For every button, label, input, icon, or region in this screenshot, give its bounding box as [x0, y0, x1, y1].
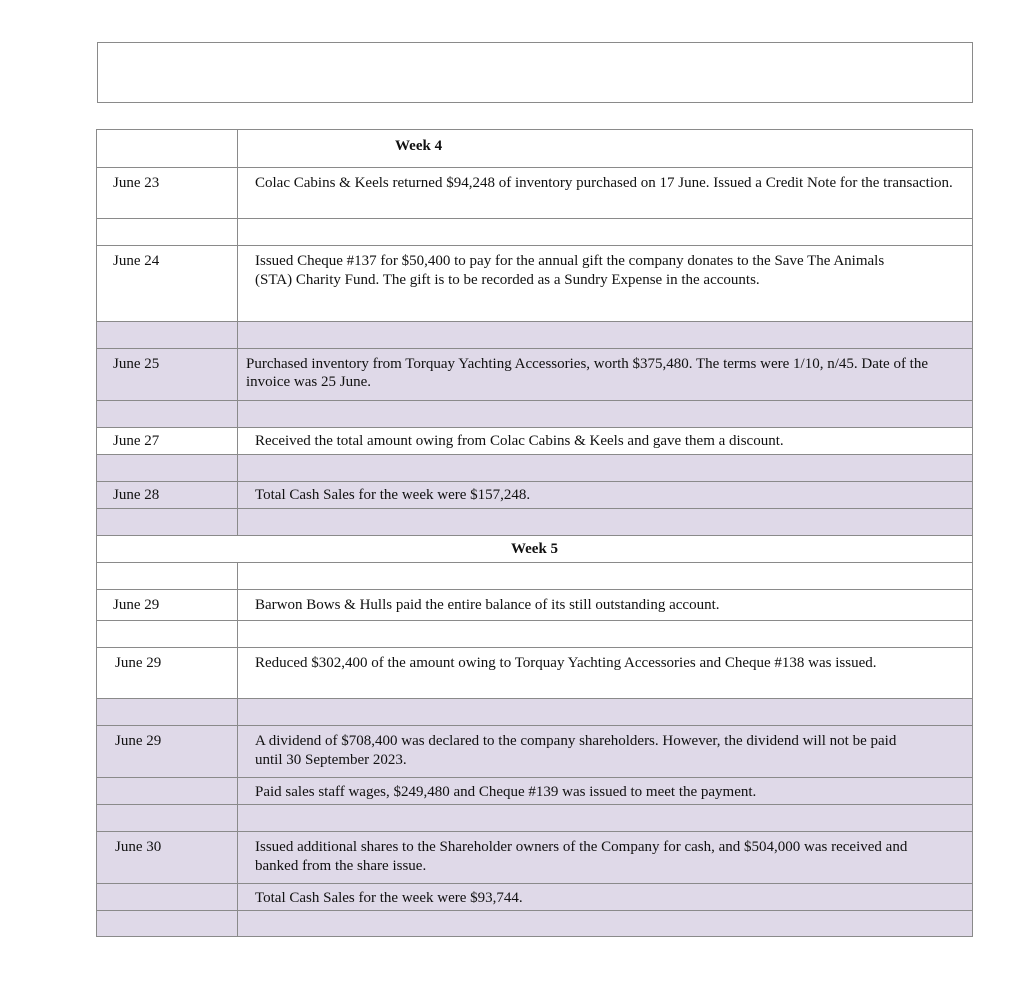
table-row: [96, 167, 973, 218]
description-cell: [238, 509, 972, 535]
date-cell: June 28: [97, 482, 238, 508]
table-row: [96, 883, 973, 910]
description-cell: Total Cash Sales for the week were $157,248.: [255, 487, 531, 503]
table-row: [96, 777, 973, 804]
description-cell: [238, 322, 972, 348]
spacer-row: [96, 910, 973, 937]
table-row: [96, 589, 973, 620]
table-row: [96, 481, 973, 508]
description-cell: [238, 455, 972, 481]
description-cell: [238, 401, 972, 427]
date-cell: [97, 401, 238, 427]
date-cell: [97, 699, 238, 725]
date-cell: [97, 563, 238, 589]
date-cell: [97, 219, 238, 245]
table-row: [96, 245, 973, 321]
date-cell: [97, 778, 238, 804]
date-cell: June 29: [97, 590, 238, 620]
week5-header-row: [96, 535, 973, 562]
spacer-row: [96, 562, 973, 589]
description-cell: Total Cash Sales for the week were $93,744.: [255, 890, 523, 906]
week5-heading: Week 5: [510, 541, 559, 557]
table-row: [96, 831, 973, 883]
table-row: [96, 647, 973, 698]
spacer-row: [96, 698, 973, 725]
date-cell: [97, 322, 238, 348]
date-cell: [97, 884, 238, 910]
date-cell: June 29: [97, 648, 238, 698]
spacer-row: [96, 400, 973, 427]
spacer-row: [96, 620, 973, 647]
table-row: [96, 725, 973, 777]
description-cell: Received the total amount owing from Colac Cabins & Keels and gave them a discount.: [255, 433, 784, 449]
table-row: [96, 427, 973, 454]
date-cell: [97, 805, 238, 831]
date-cell: June 25: [97, 349, 238, 400]
header-box: [97, 42, 973, 103]
description-cell: Issued Cheque #137 for $50,400 to pay for the annual gift the company donates to the Save The Animals (STA) Charity Fund. The gift is to be recorded as a Sundry Expense in the accounts.: [255, 253, 885, 288]
description-cell: A dividend of $708,400 was declared to the company shareholders. However, the dividend will not be paid until 30 September 2023.: [255, 733, 897, 768]
spacer-row: [96, 508, 973, 535]
date-cell: June 29: [97, 726, 238, 777]
date-cell: June 30: [97, 832, 238, 883]
week4-header-row: [96, 129, 973, 167]
description-cell: [238, 699, 972, 725]
description-cell: Barwon Bows & Hulls paid the entire balance of its still outstanding account.: [255, 597, 720, 613]
date-cell: June 27: [97, 428, 238, 454]
spacer-row: [96, 218, 973, 245]
date-cell: [97, 455, 238, 481]
description-cell: [238, 621, 972, 647]
description-cell: Paid sales staff wages, $249,480 and Cheque #139 was issued to meet the payment.: [255, 784, 757, 800]
date-cell: [97, 130, 238, 167]
spacer-row: [96, 321, 973, 348]
week4-heading: Week 4: [395, 138, 443, 154]
description-cell: [238, 563, 972, 589]
date-cell: [97, 509, 238, 535]
transactions-table: [96, 129, 973, 937]
date-cell: June 24: [97, 246, 238, 321]
table-row: [96, 348, 973, 400]
description-cell: Colac Cabins & Keels returned $94,248 of inventory purchased on 17 June. Issued a Credit Note for the transaction.: [255, 175, 953, 191]
date-cell: [97, 621, 238, 647]
description-cell: [238, 219, 972, 245]
description-cell: [238, 911, 972, 936]
spacer-row: [96, 454, 973, 481]
description-cell: Reduced $302,400 of the amount owing to Torquay Yachting Accessories and Cheque #138 was issued.: [255, 655, 877, 671]
date-cell: June 23: [97, 168, 238, 218]
spacer-row: [96, 804, 973, 831]
description-cell: Issued additional shares to the Shareholder owners of the Company for cash, and $504,000 was received and banked from the share issue.: [255, 839, 908, 874]
description-cell: Purchased inventory from Torquay Yachting Accessories, worth $375,480. The terms were 1/10, n/45. Date of the invoice was 25 June.: [246, 356, 929, 390]
description-cell: [238, 805, 972, 831]
date-cell: [97, 911, 238, 936]
